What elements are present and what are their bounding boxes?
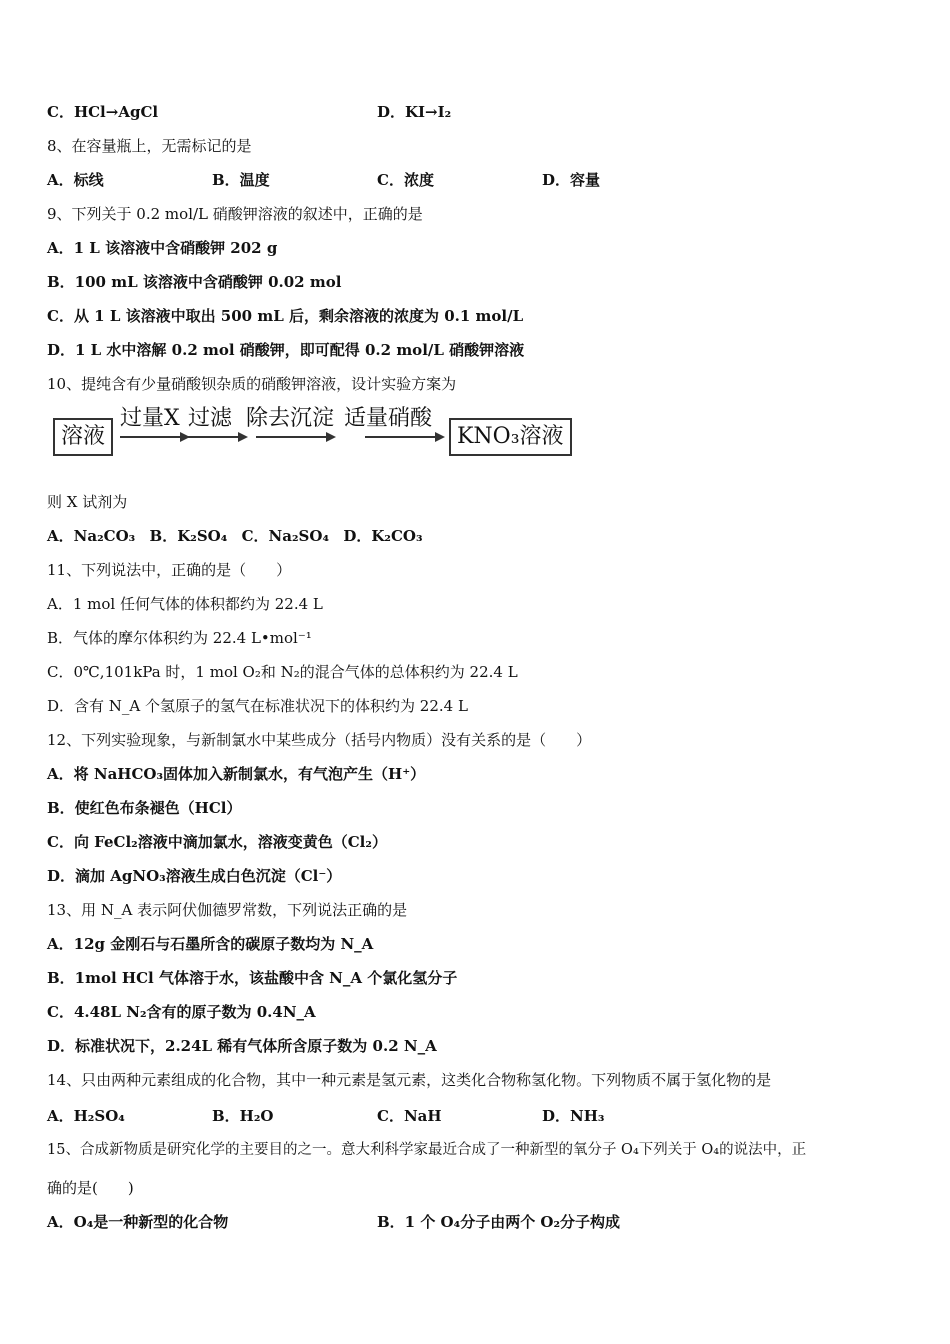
q8-option-c: C．浓度 xyxy=(377,171,434,189)
flow-arrow-2 xyxy=(188,436,240,438)
q7-option-c: C．HCl→AgCl xyxy=(47,103,159,121)
flow-arrow-1 xyxy=(120,436,182,438)
q14-option-b: B．H₂O xyxy=(212,1107,274,1125)
q8-stem: 8、在容量瓶上，无需标记的是 xyxy=(47,137,252,155)
flow-step2-label: 过滤 xyxy=(188,406,233,431)
q15-option-a: A．O₄是一种新型的化合物 xyxy=(47,1213,229,1231)
flow-step4-label: 适量硝酸 xyxy=(344,406,433,431)
q10-stem: 10、提纯含有少量硝酸钡杂质的硝酸钾溶液，设计实验方案为 xyxy=(47,375,457,393)
q11-stem: 11、下列说法中，正确的是（ ） xyxy=(47,561,292,579)
q12-option-b: B．使红色布条褪色（HCl） xyxy=(47,799,242,817)
q14-stem: 14、只由两种元素组成的化合物，其中一种元素是氢元素，这类化合物称氢化物。下列物质不属于氢化物的是 xyxy=(47,1071,772,1089)
q14-option-a: A．H₂SO₄ xyxy=(47,1107,125,1125)
q11-option-b: B．气体的摩尔体积约为 22.4 L•mol⁻¹ xyxy=(47,629,312,647)
flow-arrow-4 xyxy=(365,436,437,438)
flow-step1-label: 过量X xyxy=(120,406,180,431)
q15-stem-line1: 15、合成新物质是研究化学的主要目的之一。意大利科学家最近合成了一种新型的氧分子 O₄下列关于 O₄的说法中，正 xyxy=(47,1142,807,1158)
q11-option-a: A．1 mol 任何气体的体积都约为 22.4 L xyxy=(47,595,323,613)
flow-arrow-3 xyxy=(256,436,328,438)
q11-option-c: C．0℃,101kPa 时，1 mol O₂和 N₂的混合气体的总体积约为 22.4 L xyxy=(47,663,518,681)
q10-ask: 则 X 试剂为 xyxy=(47,493,128,511)
q7-option-d: D．KI→I₂ xyxy=(377,103,452,121)
q8-option-a: A．标线 xyxy=(47,171,104,189)
q14-option-c: C．NaH xyxy=(377,1107,442,1125)
flow-end-box: KNO₃溶液 xyxy=(449,418,572,456)
flow-step3-label: 除去沉淀 xyxy=(246,406,335,431)
q15-option-b: B．1 个 O₄分子由两个 O₂分子构成 xyxy=(377,1213,621,1231)
q12-option-a: A．将 NaHCO₃固体加入新制氯水，有气泡产生（H⁺） xyxy=(47,765,426,783)
flow-arrowhead-3 xyxy=(326,432,336,442)
q10-option-d: D．K₂CO₃ xyxy=(343,527,423,545)
q13-stem: 13、用 N_A 表示阿伏伽德罗常数，下列说法正确的是 xyxy=(47,901,408,919)
q9-option-d: D．1 L 水中溶解 0.2 mol 硝酸钾，即可配得 0.2 mol/L 硝酸钾溶液 xyxy=(47,341,525,359)
flow-arrowhead-4 xyxy=(435,432,445,442)
q11-option-d: D．含有 N_A 个氢原子的氢气在标准状况下的体积约为 22.4 L xyxy=(47,697,468,715)
q9-option-c: C．从 1 L 该溶液中取出 500 mL 后，剩余溶液的浓度为 0.1 mol/L xyxy=(47,307,524,325)
q10-option-c: C．Na₂SO₄ xyxy=(241,527,330,545)
flow-start-box: 溶液 xyxy=(53,418,113,456)
q9-stem: 9、下列关于 0.2 mol/L 硝酸钾溶液的叙述中，正确的是 xyxy=(47,205,423,223)
q9-option-b: B．100 mL 该溶液中含硝酸钾 0.02 mol xyxy=(47,273,342,291)
q8-option-d: D．容量 xyxy=(542,171,601,189)
q10-option-a: A．Na₂CO₃ xyxy=(47,527,136,545)
q9-option-a: A．1 L 该溶液中含硝酸钾 202 g xyxy=(47,239,278,257)
q13-option-b: B．1mol HCl 气体溶于水，该盐酸中含 N_A 个氯化氢分子 xyxy=(47,969,458,987)
q13-option-d: D．标准状况下，2.24L 稀有气体所含原子数为 0.2 N_A xyxy=(47,1037,437,1055)
q12-option-d: D．滴加 AgNO₃溶液生成白色沉淀（Cl⁻） xyxy=(47,867,342,885)
flow-arrowhead-2 xyxy=(238,432,248,442)
q13-option-c: C．4.48L N₂含有的原子数为 0.4N_A xyxy=(47,1003,316,1021)
q12-stem: 12、下列实验现象，与新制氯水中某些成分（括号内物质）没有关系的是（ ） xyxy=(47,731,592,749)
q15-stem-line2: 确的是( ) xyxy=(47,1179,134,1197)
q12-option-c: C．向 FeCl₂溶液中滴加氯水，溶液变黄色（Cl₂） xyxy=(47,833,387,851)
q14-option-d: D．NH₃ xyxy=(542,1107,605,1125)
q13-option-a: A．12g 金刚石与石墨所含的碳原子数均为 N_A xyxy=(47,935,374,953)
q10-option-b: B．K₂SO₄ xyxy=(149,527,228,545)
q8-option-b: B．温度 xyxy=(212,171,270,189)
